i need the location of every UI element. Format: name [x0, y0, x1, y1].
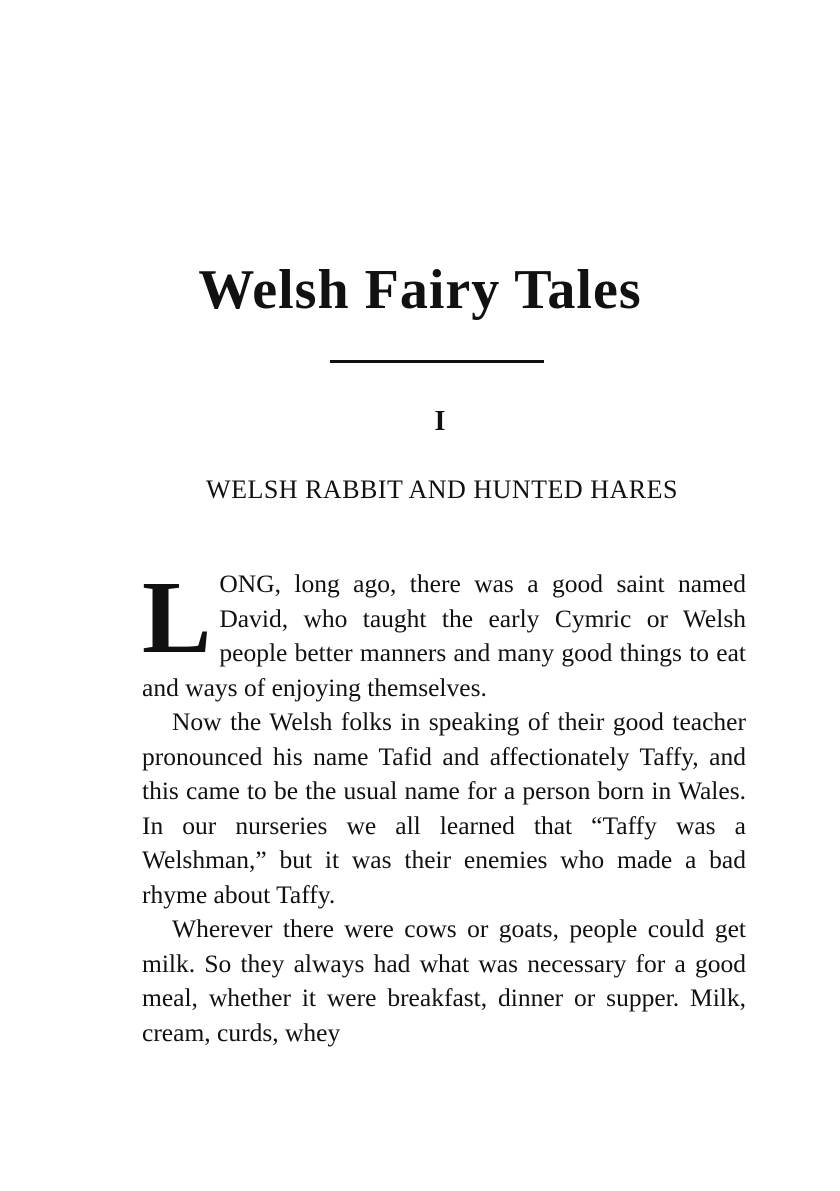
chapter-title: WELSH RABBIT AND HUNTED HARES	[206, 475, 678, 504]
paragraph-1-text: ONG, long ago, there was a good saint named David, who taught the early Cymric or Welsh people better manners and many good things to eat and ways of enjoying themselves.	[142, 569, 746, 702]
chapter-body	[142, 560, 746, 1050]
paragraph-3: Wherever there were cows or goats, people could get milk. So they always had what was necessary for a good meal, whether it were breakfast, dinner or supper. Milk, cream, curds, whey	[142, 914, 746, 1047]
chapter-number: I	[434, 406, 446, 437]
paragraph-1	[142, 560, 746, 705]
paragraph-2: Now the Welsh folks in speaking of their good teacher pronounced his name Tafid and affectionately Taffy, and this came to be the usual name for a person born in Wales. In our nurseries we all learned that “Taffy was a Welshman,” but it was their enemies who made a bad rhyme about Taffy.	[142, 707, 746, 909]
book-title: Welsh Fairy Tales	[198, 259, 642, 321]
title-rule-divider	[330, 360, 544, 363]
drop-cap-letter: L	[142, 560, 212, 675]
